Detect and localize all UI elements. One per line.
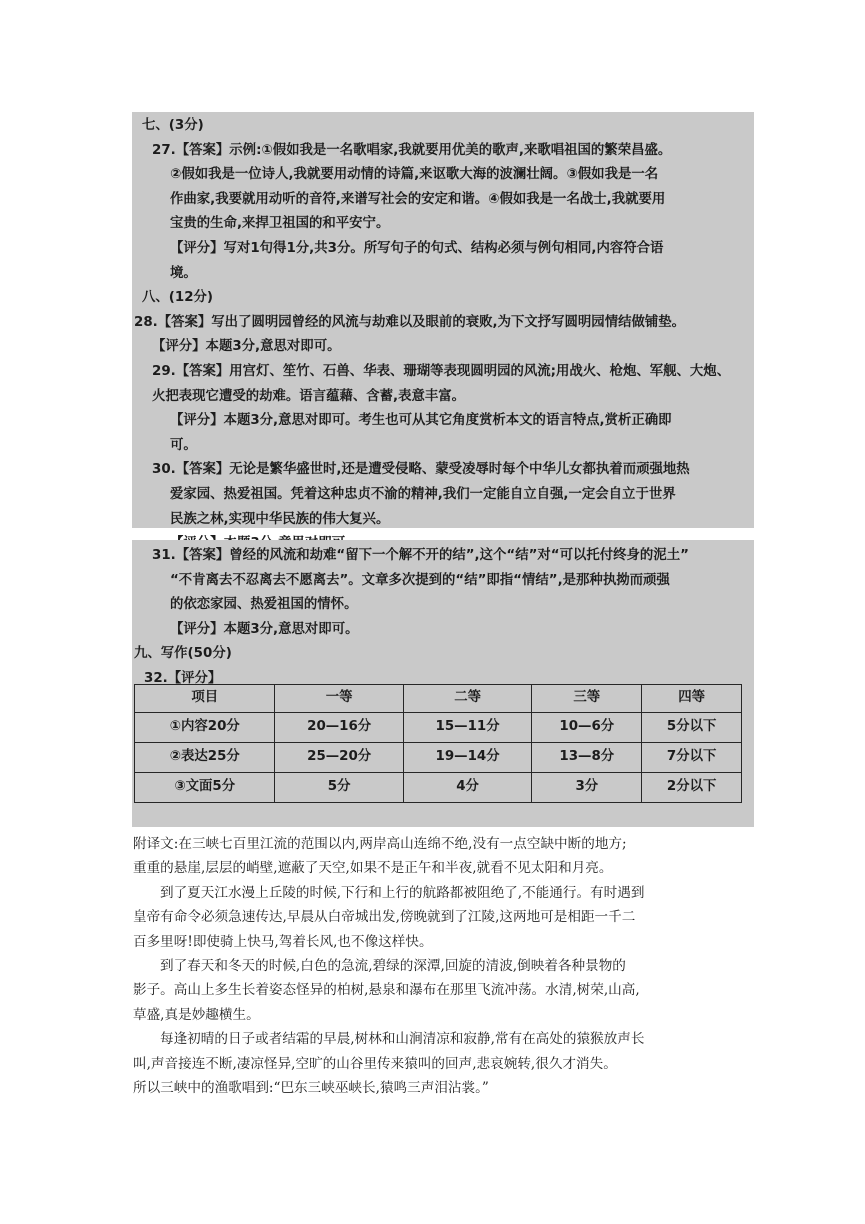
table-cell: ③文面5分 <box>135 773 275 803</box>
table-cell: 25—20分 <box>275 743 403 773</box>
q29-line: 可。 <box>170 437 197 453</box>
q27-scoring: 【评分】写对1句得1分,共3分。所写句子的句式、结构必须与例句相同,内容符合语 <box>170 240 664 256</box>
translation-text <box>133 832 753 1100</box>
q30-line: 30.【答案】无论是繁华盛世时,还是遭受侵略、蒙受凌辱时每个中华儿女都执着而顽强地热 <box>152 462 690 478</box>
q30-line: 民族之林,实现中华民族的伟大复兴。 <box>170 511 390 527</box>
q28-scoring: 【评分】本题3分,意思对即可。 <box>152 339 341 355</box>
translation-line: 百多里呀!即使骑上快马,驾着长风,也不像这样快。 <box>133 933 433 950</box>
table-cell: 7分以下 <box>642 743 742 773</box>
translation-line: 附译文:在三峡七百里江流的范围以内,两岸高山连绵不绝,没有一点空缺中断的地方; <box>133 836 627 852</box>
table-cell: 4分 <box>403 773 531 803</box>
table-cell: 10—6分 <box>532 713 642 743</box>
q31-line: “不肯离去不忍离去不愿离去”。文章多次提到的“结”即指“情结”,是那种执拗而顽强 <box>170 572 670 588</box>
table-row <box>135 713 742 743</box>
q27-line: 宝贵的生命,来捍卫祖国的和平安宁。 <box>170 216 390 232</box>
q29-line: 29.【答案】用宫灯、笙竹、石兽、华表、珊瑚等表现圆明园的风流;用战火、枪炮、军舰、大炮、 <box>152 363 731 379</box>
table-cell: 5分 <box>275 773 403 803</box>
q29-line: 火把表现它遭受的劫难。语言蕴藉、含蓄,表意丰富。 <box>152 388 466 404</box>
translation-line: 所以三峡中的渔歌唱到:“巴东三峡巫峡长,猿鸣三声泪沾裳。” <box>133 1080 489 1097</box>
q31-line: 31.【答案】曾经的风流和劫难“留下一个解不开的结”,这个“结”对“可以托付终身的泥土” <box>152 548 689 563</box>
table-row <box>135 743 742 773</box>
table-cell: ①内容20分 <box>135 713 275 743</box>
table-cell: 15—11分 <box>403 713 531 743</box>
translation-line: 草盛,真是妙趣横生。 <box>133 1006 260 1023</box>
q27-line: ②假如我是一位诗人,我就要用动情的诗篇,来讴歌大海的波澜壮阔。③假如我是一名 <box>170 167 659 183</box>
q27-line: 27.【答案】示例:①假如我是一名歌唱家,我就要用优美的歌声,来歌唱祖国的繁荣昌盛。 <box>152 142 672 158</box>
table-cell: 19—14分 <box>403 743 531 773</box>
q30-line: 爱家园、热爱祖国。凭着这种忠贞不渝的精神,我们一定能自立自强,一定会自立于世界 <box>170 486 676 502</box>
table-header-cell: 三等 <box>532 685 642 713</box>
translation-line: 重重的悬崖,层层的峭壁,遮蔽了天空,如果不是正午和半夜,就看不见太阳和月亮。 <box>133 860 613 877</box>
table-cell: 13—8分 <box>532 743 642 773</box>
table-cell: 3分 <box>532 773 642 803</box>
table-cell: ②表达25分 <box>135 743 275 773</box>
translation-line: 叫,声音接连不断,凄凉怪异,空旷的山谷里传来猿叫的回声,悲哀婉转,很久才消失。 <box>133 1055 617 1072</box>
table-cell: 2分以下 <box>642 773 742 803</box>
q31-line: 的依恋家园、热爱祖国的情怀。 <box>170 597 358 613</box>
translation-line: 皇帝有命令必须急速传达,早晨从白帝城出发,傍晚就到了江陵,这两地可是相距一千二 <box>133 909 636 926</box>
q31-scoring: 【评分】本题3分,意思对即可。 <box>170 621 359 637</box>
table-header-cell: 项目 <box>135 685 275 713</box>
answer-scan-top <box>132 112 754 528</box>
table-row <box>135 773 742 803</box>
answer-scan-bottom <box>132 540 754 827</box>
grading-table <box>134 684 742 803</box>
table-cell: 5分以下 <box>642 713 742 743</box>
translation-line: 每逢初晴的日子或者结霜的早晨,树林和山涧清凉和寂静,常有在高处的猿猴放声长 <box>160 1031 645 1048</box>
q28-line: 28.【答案】写出了圆明园曾经的风流与劫难以及眼前的衰败,为下文抒写圆明园情结做铺垫。 <box>134 314 686 330</box>
translation-line: 影子。高山上多生长着姿态怪异的柏树,悬泉和瀑布在那里飞流冲荡。水清,树荣,山高, <box>133 982 640 999</box>
translation-line: 到了夏天江水漫上丘陵的时候,下行和上行的航路都被阻绝了,不能通行。有时遇到 <box>160 884 645 901</box>
section-8-heading: 八、(12分) <box>142 290 214 306</box>
q32-label: 32.【评分】 <box>144 670 222 686</box>
translation-line: 到了春天和冬天的时候,白色的急流,碧绿的深潭,回旋的清波,倒映着各种景物的 <box>160 958 626 975</box>
q29-scoring: 【评分】本题3分,意思对即可。考生也可从其它角度赏析本文的语言特点,赏析正确即 <box>170 413 672 429</box>
section-9-heading: 九、写作(50分) <box>134 646 232 662</box>
q27-line: 境。 <box>170 265 197 281</box>
table-header-cell: 四等 <box>642 685 742 713</box>
table-header-cell: 一等 <box>275 685 403 713</box>
section-7-heading: 七、(3分) <box>142 118 204 133</box>
grading-table-header-row <box>135 685 742 713</box>
table-header-cell: 二等 <box>403 685 531 713</box>
table-cell: 20—16分 <box>275 713 403 743</box>
q27-line: 作曲家,我要就用动听的音符,来谱写社会的安定和谐。④假如我是一名战士,我就要用 <box>170 191 666 207</box>
